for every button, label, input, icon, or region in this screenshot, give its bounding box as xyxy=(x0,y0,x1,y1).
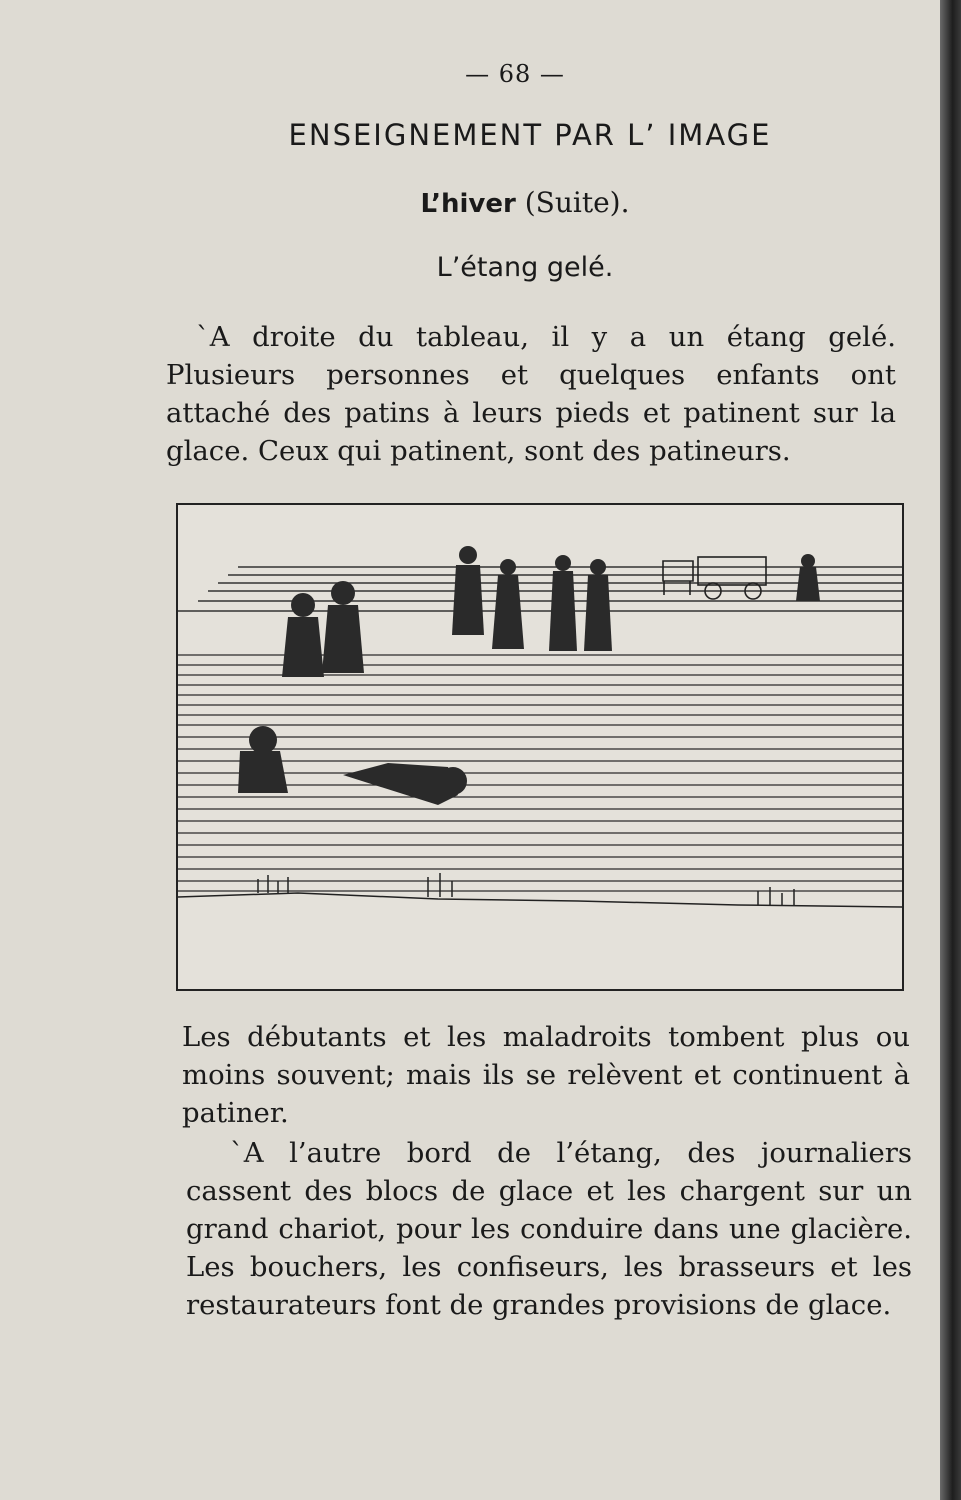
skating-illustration xyxy=(176,503,904,991)
page-number: — 68 — xyxy=(465,60,565,88)
lesson-title xyxy=(0,186,940,219)
section-title: ENSEIGNEMENT PAR L’ IMAGE xyxy=(288,118,772,152)
lesson-title-main: L’hiver xyxy=(420,189,516,219)
ice-hatching xyxy=(178,655,902,891)
lesson-title-suffix: (Suite). xyxy=(515,186,630,219)
near-bank xyxy=(178,873,902,907)
subtitle: L’étang gelé. xyxy=(436,252,614,283)
horizon-lines xyxy=(178,567,902,611)
cart-and-horse xyxy=(663,557,766,599)
frozen-pond-drawing xyxy=(178,505,902,989)
paragraph-2: Les débutants et les maladroits tombent plus ou moins souvent; mais ils se relèvent et continuent à patiner. xyxy=(182,1021,910,1129)
book-edge-shadow xyxy=(940,0,961,1500)
paragraph-3: `A l’autre bord de l’étang, des journaliers cassent des blocs de glace et les chargent sur un grand chariot, pour les conduire dans une glacière. Les bouchers, les confiseurs, les brasseurs et les restaurateurs font de grandes provisions de glace. xyxy=(186,1137,912,1321)
paragraph-1: `A droite du tableau, il y a un étang gelé. Plusieurs personnes et quelques enfants ont attaché des patins à leurs pieds et patinent sur la glace. Ceux qui patinent, sont des patineurs. xyxy=(166,321,896,467)
